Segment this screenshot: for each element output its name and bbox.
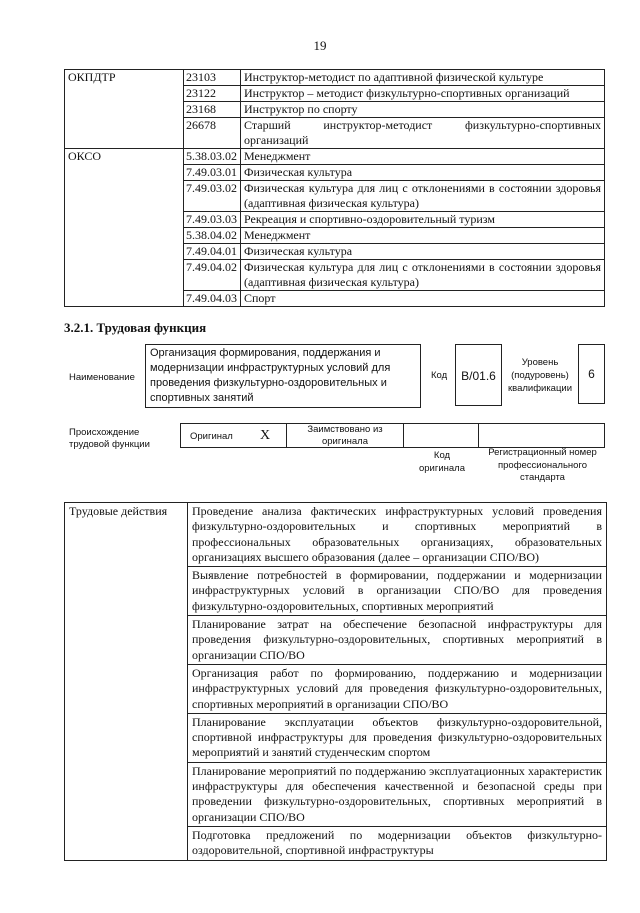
level-label: Уровень (подуровень) квалификации (507, 357, 573, 394)
origin-divider-1 (286, 423, 287, 448)
function-name-box (145, 344, 421, 408)
name-label: Наименование (69, 372, 135, 383)
original-mark: X (260, 428, 271, 443)
classifier-code: 7.49.04.03 (184, 291, 241, 307)
level-value-box (578, 344, 605, 404)
codes-row (65, 70, 605, 86)
classifier-title: Физическая культура (241, 165, 605, 181)
classifier-code: 7.49.03.03 (184, 212, 241, 228)
labor-actions-label: Трудовые действия (65, 503, 188, 861)
classifier-title: Физическая культура для лиц с отклонениями в состоянии здоровья (адаптивная физическая культура) (241, 260, 605, 291)
reg-number-label: Регистрационный номер профессионального стандарта (488, 447, 597, 483)
classifier-title: Менеджмент (241, 228, 605, 244)
origin-divider-2 (403, 423, 404, 448)
labor-action-item: Планирование эксплуатации объектов физкультурно-оздоровительной, спортивной инфраструктуры для проведения физкультурно-оздоровительных мероприятий и занятий студенческим спортом (188, 713, 607, 762)
origin-divider-3 (478, 423, 479, 448)
classifier-title: Инструктор – методист физкультурно-спортивных организаций (241, 86, 605, 102)
classifier-title: Старший инструктор-методист физкультурно-спортивных организаций (241, 118, 605, 149)
classifier-title: Спорт (241, 291, 605, 307)
function-name-value: Организация формирования, поддержания и модернизации инфраструктурных условий для проведения физкультурно-оздоровительных и спортивных занятий (150, 347, 391, 404)
function-code-value: B/01.6 (461, 369, 496, 383)
labor-action-item: Проведение анализа фактических инфраструктурных условий проведения физкультурно-оздоровительных и спортивных мероприятий в профессиональных образовательных организациях, образовательных организациях высшего образования (далее – организации СПО/ВО) (188, 503, 607, 567)
codes-row (65, 149, 605, 165)
code-original-label: Код оригинала (418, 450, 465, 474)
classifier-code: 23122 (184, 86, 241, 102)
original-label: Оригинал (190, 431, 233, 442)
classifier-codes-table (64, 69, 605, 307)
classifier-code: 7.49.04.01 (184, 244, 241, 260)
classifier-title: Инструктор-методист по адаптивной физической культуре (241, 70, 605, 86)
classifier-title: Рекреация и спортивно-оздоровительный туризм (241, 212, 605, 228)
function-code-box (455, 344, 502, 406)
classifier-name: ОКСО (65, 149, 184, 307)
labor-action-item: Подготовка предложений по модернизации объектов физкультурно-оздоровительной, спортивной инфраструктуры (188, 826, 607, 860)
classifier-code: 7.49.03.02 (184, 181, 241, 212)
classifier-title: Инструктор по спорту (241, 102, 605, 118)
page-number: 19 (313, 38, 327, 53)
labor-actions-table (64, 502, 607, 861)
classifier-code: 7.49.04.02 (184, 260, 241, 291)
labor-action-item: Планирование затрат на обеспечение безопасной инфраструктуры для проведения физкультурно-оздоровительных, спортивных мероприятий в организации СПО/ВО (188, 616, 607, 665)
classifier-code: 5.38.03.02 (184, 149, 241, 165)
classifier-code: 23168 (184, 102, 241, 118)
classifier-code: 26678 (184, 118, 241, 149)
classifier-code: 7.49.03.01 (184, 165, 241, 181)
classifier-title: Физическая культура (241, 244, 605, 260)
origin-label: Происхождение трудовой функции (69, 427, 150, 450)
level-value: 6 (588, 367, 595, 381)
labor-action-item: Организация работ по формированию, поддержанию и модернизации инфраструктурных условий для проведения физкультурно-оздоровительных, спортивных мероприятий в организации СПО/ВО (188, 664, 607, 713)
section-title: 3.2.1. Трудовая функция (64, 320, 207, 335)
labor-action-item: Планирование мероприятий по поддержанию эксплуатационных характеристик инфраструктуры для обеспечения качественной и безопасной среды при проведении физкультурно-оздоровительных, спортивных мероприятий в организации СПО/ВО (188, 762, 607, 826)
code-label: Код (431, 370, 448, 381)
classifier-title: Менеджмент (241, 149, 605, 165)
classifier-code: 23103 (184, 70, 241, 86)
classifier-code: 5.38.04.02 (184, 228, 241, 244)
borrowed-label: Заимствовано из оригинала (307, 424, 383, 447)
classifier-title: Физическая культура для лиц с отклонениями в состоянии здоровья (адаптивная физическая культура) (241, 181, 605, 212)
labor-action-row (65, 503, 607, 567)
labor-action-item: Выявление потребностей в формировании, поддержании и модернизации инфраструктурных условий в организации СПО/ВО для проведения физкультурно-оздоровительных, спортивных мероприятий (188, 567, 607, 616)
classifier-name: ОКПДТР (65, 70, 184, 149)
